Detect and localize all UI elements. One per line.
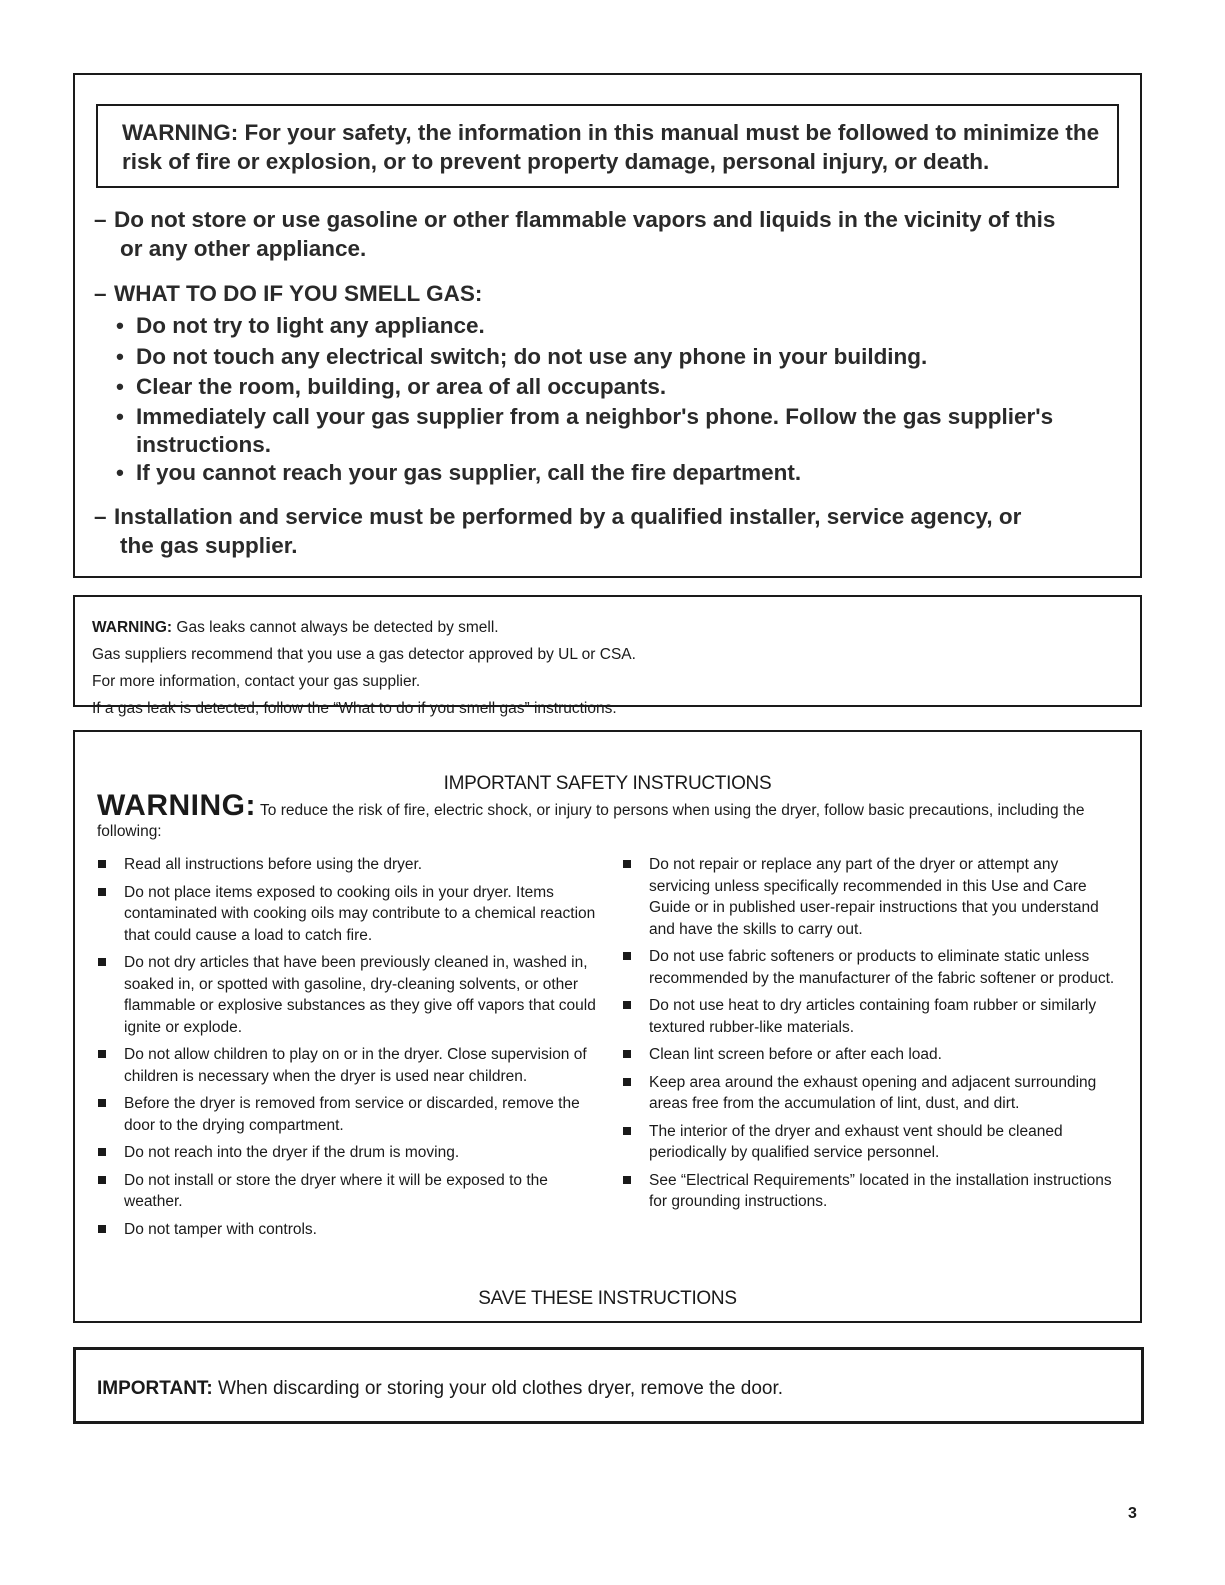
bullet-icon (623, 1050, 631, 1058)
gas-bullet-3: • Clear the room, building, or area of all occupants. (116, 374, 667, 399)
bullet-icon (98, 1176, 106, 1184)
gas-bullet-1: • Do not try to light any appliance. (116, 313, 485, 338)
gas-leak-warning-box (73, 595, 1142, 717)
save-instructions-footer: SAVE THESE INSTRUCTIONS (478, 1288, 737, 1309)
warning-text: To reduce the risk of fire, electric shock, or injury to persons when using the dryer, follow basic precautions, including the following: (97, 802, 1085, 840)
gas-leak-line3: For more information, contact your gas supplier. (92, 673, 421, 690)
list-item: Do not dry articles that have been previously cleaned in, washed in, soaked in, or spotted with gasoline, dry-cleaning solvents, or other flammable or explosive substances as they give off vapors that could ignite or explode. (97, 952, 597, 1038)
gas-bullet-4: • Immediately call your gas supplier from a neighbor's phone. Follow the gas supplier's (116, 404, 1054, 429)
safety-warning-banner (96, 104, 1119, 188)
gas-bullet-2: • Do not touch any electrical switch; do not use any phone in your building. (116, 344, 928, 369)
bullet-icon (98, 958, 106, 966)
safety-instructions-box (73, 730, 1142, 1323)
warning-label: WARNING: (97, 789, 256, 822)
bullet-icon (98, 1050, 106, 1058)
safety-warning-text: WARNING: For your safety, the information in this manual must be followed to minimize the risk of fire or explosion, or to prevent property damage, personal injury, or death. (122, 120, 1100, 174)
left-instructions-list (97, 854, 597, 1246)
important-text: When discarding or storing your old clothes dryer, remove the door. (218, 1378, 784, 1399)
smell-gas-heading: – WHAT TO DO IF YOU SMELL GAS: (94, 281, 483, 306)
bullet-icon (98, 888, 106, 896)
important-note (97, 1377, 783, 1401)
list-item: Do not tamper with controls. (97, 1219, 597, 1241)
gas-bullet-4-cont: instructions. (136, 432, 272, 457)
bullet-icon (98, 860, 106, 868)
bullet-icon (623, 1127, 631, 1135)
list-item: Clean lint screen before or after each load. (622, 1044, 1122, 1066)
bullet-icon (98, 1099, 106, 1107)
installation-warning-line1: – Installation and service must be performed by a qualified installer, service agency, or (94, 504, 1022, 529)
list-item: Do not use heat to dry articles containing foam rubber or similarly textured rubber-like materials. (622, 995, 1122, 1038)
list-item: Before the dryer is removed from service or discarded, remove the door to the drying compartment. (97, 1093, 597, 1136)
bullet-icon (623, 1078, 631, 1086)
bullet-icon (98, 1148, 106, 1156)
safety-instructions-title: IMPORTANT SAFETY INSTRUCTIONS (443, 773, 772, 794)
list-item: Do not use fabric softeners or products to eliminate static unless recommended by the manufacturer of the fabric softener or product. (622, 946, 1122, 989)
right-instructions-list (622, 854, 1122, 1219)
page-number: 3 (1128, 1505, 1137, 1522)
gas-leak-line2: Gas suppliers recommend that you use a gas detector approved by UL or CSA. (92, 646, 636, 663)
list-item: Keep area around the exhaust opening and adjacent surrounding areas free from the accumulation of lint, dust, and dirt. (622, 1072, 1122, 1115)
bullet-icon (623, 1176, 631, 1184)
list-item: Do not install or store the dryer where it will be exposed to the weather. (97, 1170, 597, 1213)
bullet-icon (98, 1225, 106, 1233)
bullet-icon (623, 860, 631, 868)
flammable-warning-line1: – Do not store or use gasoline or other flammable vapors and liquids in the vicinity of this (94, 207, 1056, 232)
list-item: Do not place items exposed to cooking oils in your dryer. Items contaminated with cooking oils may contribute to a chemical reaction that could cause a load to catch fire. (97, 882, 597, 947)
list-item: Do not allow children to play on or in the dryer. Close supervision of children is necessary when the dryer is used near children. (97, 1044, 597, 1087)
installation-warning-line2: the gas supplier. (120, 533, 298, 558)
dryer-warning-paragraph (97, 789, 1120, 842)
list-item: The interior of the dryer and exhaust vent should be cleaned periodically by qualified service personnel. (622, 1121, 1122, 1164)
gas-bullet-5: • If you cannot reach your gas supplier, call the fire department. (116, 460, 802, 485)
flammable-warning-line2: or any other appliance. (120, 236, 367, 261)
gas-leak-line4: If a gas leak is detected, follow the “What to do if you smell gas” instructions. (92, 700, 617, 717)
list-item: Read all instructions before using the dryer. (97, 854, 597, 876)
list-item: See “Electrical Requirements” located in the installation instructions for grounding instructions. (622, 1170, 1122, 1213)
list-item: Do not reach into the dryer if the drum is moving. (97, 1142, 597, 1164)
list-item: Do not repair or replace any part of the dryer or attempt any servicing unless specifically recommended in this Use and Care Guide or in published user-repair instructions that you understand and have the skills to carry out. (622, 854, 1122, 940)
gas-leak-line1: WARNING: Gas leaks cannot always be detected by smell. (92, 619, 499, 636)
bullet-icon (623, 952, 631, 960)
gas-safety-warning-box (73, 73, 1142, 578)
important-label: IMPORTANT: (97, 1378, 213, 1399)
bullet-icon (623, 1001, 631, 1009)
important-note-box (73, 1347, 1144, 1424)
